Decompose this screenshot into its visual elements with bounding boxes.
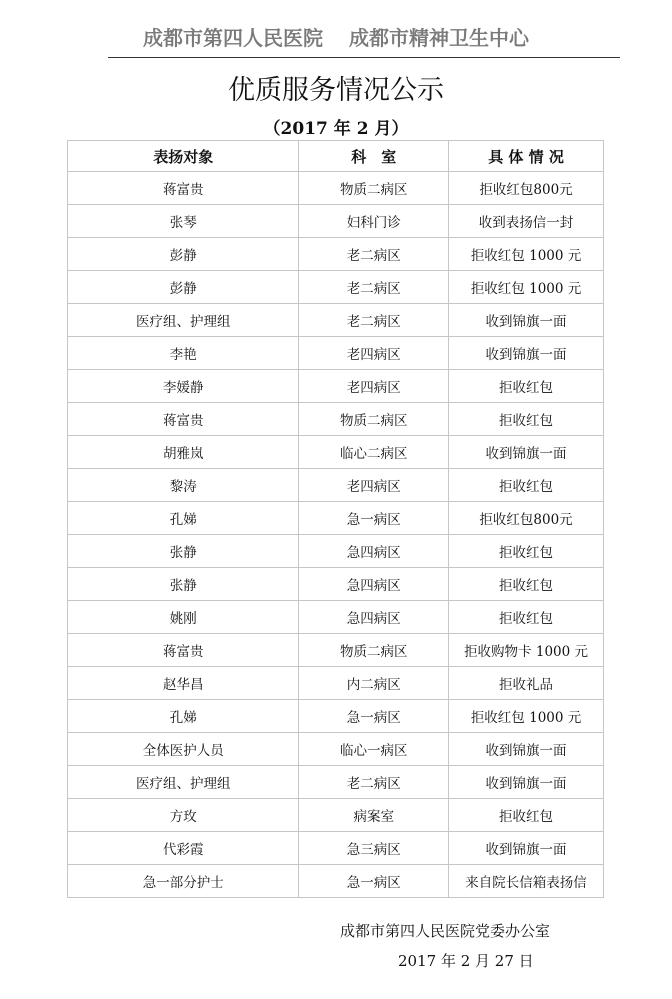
table-cell-department: 急一病区	[299, 502, 449, 535]
table-cell-details: 拒收红包	[449, 403, 604, 436]
table-cell-department: 急一病区	[299, 865, 449, 898]
table-cell-department: 老二病区	[299, 271, 449, 304]
table-cell-recipient: 彭静	[68, 238, 299, 271]
table-cell-recipient: 赵华昌	[68, 667, 299, 700]
table-cell-details: 拒收红包	[449, 535, 604, 568]
table-cell-department: 老二病区	[299, 238, 449, 271]
table-cell-department: 老四病区	[299, 337, 449, 370]
document-subtitle: （2017 年 2 月）	[263, 119, 409, 139]
table-cell-department: 老四病区	[299, 370, 449, 403]
hospital-name: 成都市第四人民医院	[143, 26, 323, 50]
table-cell-department: 老二病区	[299, 304, 449, 337]
table-cell-details: 拒收红包	[449, 601, 604, 634]
table-row	[68, 535, 604, 568]
table-cell-details: 拒收红包 1000 元	[449, 700, 604, 733]
table-row	[68, 370, 604, 403]
table-cell-recipient: 急一部分护士	[68, 865, 299, 898]
table-cell-recipient: 蒋富贵	[68, 172, 299, 205]
center-name: 成都市精神卫生中心	[349, 26, 529, 50]
table-cell-details: 收到锦旗一面	[449, 337, 604, 370]
table-cell-recipient: 姚刚	[68, 601, 299, 634]
document-header	[0, 22, 672, 51]
table-cell-details: 拒收红包800元	[449, 172, 604, 205]
table-cell-recipient: 黎涛	[68, 469, 299, 502]
table-cell-recipient: 张琴	[68, 205, 299, 238]
table-cell-recipient: 孔娣	[68, 502, 299, 535]
table-cell-department: 急四病区	[299, 535, 449, 568]
table-cell-details: 拒收红包	[449, 370, 604, 403]
table-header-row	[68, 141, 604, 172]
table-cell-details: 拒收红包	[449, 469, 604, 502]
table-cell-department: 物质二病区	[299, 634, 449, 667]
table-row	[68, 205, 604, 238]
table-row	[68, 766, 604, 799]
table-row	[68, 667, 604, 700]
table-cell-department: 物质二病区	[299, 172, 449, 205]
table-cell-details: 拒收红包 1000 元	[449, 238, 604, 271]
table-cell-department: 临心二病区	[299, 436, 449, 469]
table-row	[68, 304, 604, 337]
table-row	[68, 601, 604, 634]
table-row	[68, 832, 604, 865]
document-title: 优质服务情况公示	[228, 75, 444, 106]
table-cell-details: 收到锦旗一面	[449, 436, 604, 469]
table-cell-recipient: 蒋富贵	[68, 403, 299, 436]
table-cell-recipient: 方玫	[68, 799, 299, 832]
table-cell-recipient: 胡雅岚	[68, 436, 299, 469]
table-cell-recipient: 孔娣	[68, 700, 299, 733]
table-cell-details: 来自院长信箱表扬信	[449, 865, 604, 898]
issuing-office: 成都市第四人民医院党委办公室	[340, 922, 551, 940]
table-cell-recipient: 李艳	[68, 337, 299, 370]
table-cell-department: 急一病区	[299, 700, 449, 733]
table-cell-department: 妇科门诊	[299, 205, 449, 238]
table-cell-department: 急四病区	[299, 568, 449, 601]
table-row	[68, 172, 604, 205]
table-cell-recipient: 代彩霞	[68, 832, 299, 865]
table-cell-department: 内二病区	[299, 667, 449, 700]
table-row	[68, 733, 604, 766]
table-cell-department: 老二病区	[299, 766, 449, 799]
table-row	[68, 799, 604, 832]
table-cell-details: 收到锦旗一面	[449, 832, 604, 865]
table-cell-details: 拒收红包	[449, 799, 604, 832]
header-rule	[108, 57, 620, 58]
issue-date: 2017 年 2 月 27 日	[398, 952, 534, 970]
table-cell-details: 收到锦旗一面	[449, 304, 604, 337]
table-row	[68, 568, 604, 601]
table-cell-details: 拒收购物卡 1000 元	[449, 634, 604, 667]
table-cell-recipient: 彭静	[68, 271, 299, 304]
table-cell-department: 急四病区	[299, 601, 449, 634]
table-row	[68, 337, 604, 370]
table-cell-recipient: 医疗组、护理组	[68, 304, 299, 337]
commendation-table	[67, 140, 604, 898]
table-cell-details: 拒收红包800元	[449, 502, 604, 535]
column-header-details: 具 体 情 况	[449, 141, 604, 172]
table-row	[68, 403, 604, 436]
table-cell-details: 收到锦旗一面	[449, 733, 604, 766]
table-cell-details: 收到锦旗一面	[449, 766, 604, 799]
table-row	[68, 634, 604, 667]
table-body	[68, 172, 604, 898]
table-row	[68, 700, 604, 733]
table-cell-recipient: 医疗组、护理组	[68, 766, 299, 799]
table-row	[68, 271, 604, 304]
table-row	[68, 502, 604, 535]
table-cell-department: 老四病区	[299, 469, 449, 502]
table-cell-department: 物质二病区	[299, 403, 449, 436]
column-header-recipient: 表扬对象	[68, 141, 299, 172]
table-cell-details: 拒收红包 1000 元	[449, 271, 604, 304]
table-cell-details: 拒收礼品	[449, 667, 604, 700]
table-cell-recipient: 蒋富贵	[68, 634, 299, 667]
table-row	[68, 469, 604, 502]
table-row	[68, 238, 604, 271]
table-cell-details: 拒收红包	[449, 568, 604, 601]
table-cell-details: 收到表扬信一封	[449, 205, 604, 238]
table-cell-department: 病案室	[299, 799, 449, 832]
table-cell-recipient: 张静	[68, 535, 299, 568]
table-cell-recipient: 全体医护人员	[68, 733, 299, 766]
table-cell-recipient: 李媛静	[68, 370, 299, 403]
column-header-department: 科 室	[299, 141, 449, 172]
table-cell-department: 临心一病区	[299, 733, 449, 766]
table-cell-recipient: 张静	[68, 568, 299, 601]
table-row	[68, 436, 604, 469]
table-cell-department: 急三病区	[299, 832, 449, 865]
table-row	[68, 865, 604, 898]
